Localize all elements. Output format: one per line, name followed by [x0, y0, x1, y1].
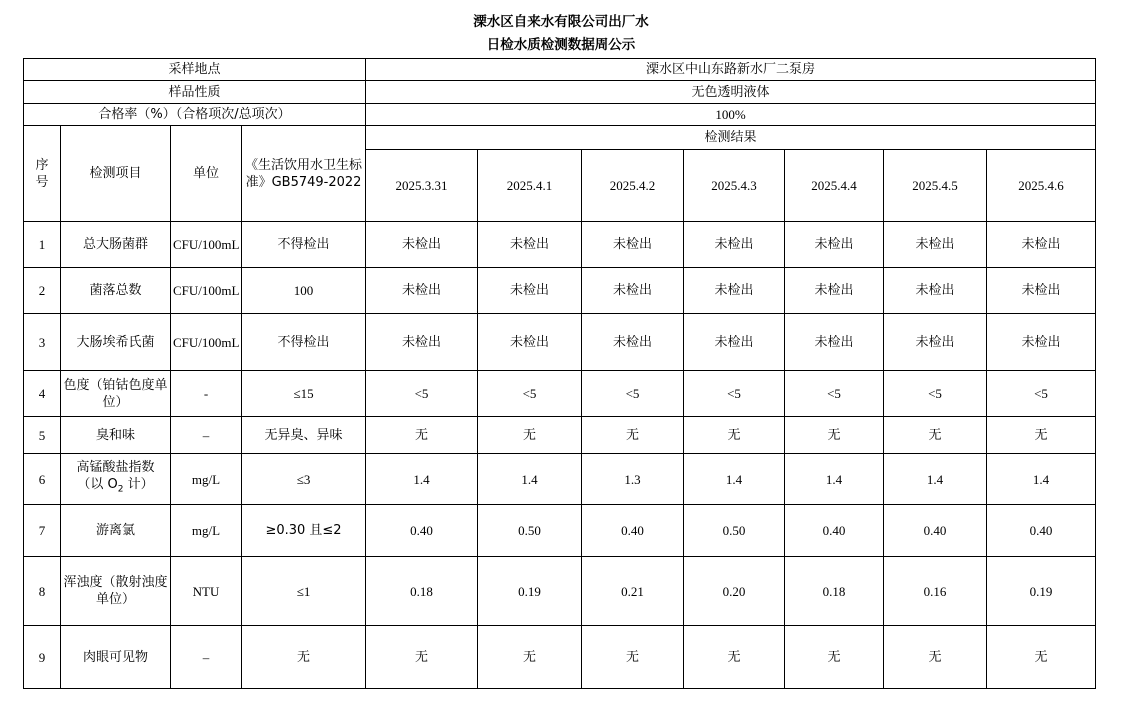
- row-standard: ≤1: [242, 557, 366, 626]
- row-unit: mg/L: [171, 454, 242, 505]
- row-value: 1.4: [684, 454, 785, 505]
- row-value: 未检出: [987, 314, 1096, 371]
- header-results: 检测结果: [366, 126, 1096, 150]
- date-7: 2025.4.6: [987, 150, 1096, 222]
- row-value: 0.40: [582, 505, 684, 557]
- row-standard: 不得检出: [242, 222, 366, 268]
- row-item: 大肠埃希氏菌: [61, 314, 171, 371]
- row-value: 未检出: [884, 314, 987, 371]
- row-value: 无: [884, 626, 987, 689]
- table-row: [24, 417, 1096, 454]
- row-item: 菌落总数: [61, 268, 171, 314]
- row-value: 0.50: [478, 505, 582, 557]
- row-standard: ≤3: [242, 454, 366, 505]
- row-value: 未检出: [366, 268, 478, 314]
- header-seq: 序号: [24, 126, 61, 222]
- row-value: 0.40: [366, 505, 478, 557]
- row-value: <5: [884, 371, 987, 417]
- row-value: 0.40: [987, 505, 1096, 557]
- table-row: [24, 505, 1096, 557]
- row-value: 0.19: [987, 557, 1096, 626]
- info-row-sampling-site: [24, 59, 1096, 81]
- date-3: 2025.4.2: [582, 150, 684, 222]
- header-row-1: [24, 126, 1096, 150]
- row-value: 未检出: [366, 314, 478, 371]
- row-seq: 6: [24, 454, 61, 505]
- row-value: 无: [684, 417, 785, 454]
- sample-nature-value: 无色透明液体: [366, 81, 1096, 104]
- row-value: 0.50: [684, 505, 785, 557]
- row-value: 未检出: [684, 314, 785, 371]
- info-row-pass-rate: [24, 104, 1096, 126]
- row-value: 未检出: [684, 222, 785, 268]
- row-value: <5: [478, 371, 582, 417]
- row-value: <5: [987, 371, 1096, 417]
- row-value: 1.4: [987, 454, 1096, 505]
- date-2: 2025.4.1: [478, 150, 582, 222]
- info-row-sample-nature: [24, 81, 1096, 104]
- row-standard: 无: [242, 626, 366, 689]
- row-seq: 8: [24, 557, 61, 626]
- sample-nature-label: 样品性质: [24, 81, 366, 104]
- row-value: 未检出: [582, 222, 684, 268]
- pass-rate-value: 100%: [366, 104, 1096, 126]
- row-item: 总大肠菌群: [61, 222, 171, 268]
- row-value: 无: [366, 626, 478, 689]
- water-quality-table: [23, 58, 1096, 689]
- row-seq: 3: [24, 314, 61, 371]
- row-seq: 4: [24, 371, 61, 417]
- row-value: 未检出: [478, 314, 582, 371]
- row-unit: CFU/100mL: [171, 222, 242, 268]
- sampling-site-label: 采样地点: [24, 59, 366, 81]
- row-value: 1.4: [478, 454, 582, 505]
- row-value: <5: [582, 371, 684, 417]
- row-value: <5: [684, 371, 785, 417]
- pass-rate-label: 合格率（%）（合格项次/总项次）: [24, 104, 366, 126]
- row-unit: CFU/100mL: [171, 268, 242, 314]
- row-seq: 1: [24, 222, 61, 268]
- row-value: 未检出: [785, 314, 884, 371]
- row-value: 1.4: [884, 454, 987, 505]
- row-seq: 2: [24, 268, 61, 314]
- row-unit: CFU/100mL: [171, 314, 242, 371]
- row-unit: –: [171, 626, 242, 689]
- header-item: 检测项目: [61, 126, 171, 222]
- sampling-site-value: 溧水区中山东路新水厂二泵房: [366, 59, 1096, 81]
- row-seq: 7: [24, 505, 61, 557]
- row-standard: 100: [242, 268, 366, 314]
- table-row: [24, 626, 1096, 689]
- row-unit: –: [171, 417, 242, 454]
- row-value: 0.16: [884, 557, 987, 626]
- row-value: 未检出: [582, 268, 684, 314]
- row-unit: mg/L: [171, 505, 242, 557]
- row-value: <5: [366, 371, 478, 417]
- row-value: 未检出: [987, 222, 1096, 268]
- row-unit: NTU: [171, 557, 242, 626]
- row-item: 游离氯: [61, 505, 171, 557]
- title-line-1: 溧水区自来水有限公司出厂水: [473, 14, 649, 30]
- date-1: 2025.3.31: [366, 150, 478, 222]
- row-seq: 5: [24, 417, 61, 454]
- row-value: 无: [478, 417, 582, 454]
- row-value: 无: [582, 417, 684, 454]
- date-6: 2025.4.5: [884, 150, 987, 222]
- row-item: [61, 454, 171, 505]
- row-value: 未检出: [785, 222, 884, 268]
- row-value: 1.3: [582, 454, 684, 505]
- header-standard: 《生活饮用水卫生标准》GB5749-2022: [242, 126, 366, 222]
- table-row: [24, 268, 1096, 314]
- table-row: [24, 557, 1096, 626]
- row-standard: ≤15: [242, 371, 366, 417]
- row-unit: -: [171, 371, 242, 417]
- row-item: 浑浊度（散射浊度单位）: [61, 557, 171, 626]
- row-standard: 无异臭、异味: [242, 417, 366, 454]
- row-value: 未检出: [884, 268, 987, 314]
- row-value: 1.4: [785, 454, 884, 505]
- date-5: 2025.4.4: [785, 150, 884, 222]
- row-value: 0.40: [884, 505, 987, 557]
- row-value: 无: [785, 626, 884, 689]
- row-item: 色度（铂钴色度单位）: [61, 371, 171, 417]
- row-value: 未检出: [366, 222, 478, 268]
- row-value: 无: [582, 626, 684, 689]
- row-value: 未检出: [987, 268, 1096, 314]
- row-value: 0.21: [582, 557, 684, 626]
- row-value: <5: [785, 371, 884, 417]
- row-value: 无: [987, 417, 1096, 454]
- table-row: [24, 222, 1096, 268]
- row-value: 0.18: [785, 557, 884, 626]
- row-value: 未检出: [478, 268, 582, 314]
- row-value: 无: [478, 626, 582, 689]
- row-value: 0.19: [478, 557, 582, 626]
- header-unit: 单位: [171, 126, 242, 222]
- row-item: 臭和味: [61, 417, 171, 454]
- title-line-2: 日检水质检测数据周公示: [486, 37, 636, 53]
- row-value: 未检出: [884, 222, 987, 268]
- row-value: 0.18: [366, 557, 478, 626]
- row-standard: ≥0.30 且≤2: [242, 505, 366, 557]
- row-standard: 不得检出: [242, 314, 366, 371]
- row-value: 未检出: [785, 268, 884, 314]
- row-seq: 9: [24, 626, 61, 689]
- row-value: 0.20: [684, 557, 785, 626]
- table-row: [24, 371, 1096, 417]
- row-value: 无: [684, 626, 785, 689]
- row-value: 未检出: [478, 222, 582, 268]
- row-value: 未检出: [684, 268, 785, 314]
- row-value: 无: [366, 417, 478, 454]
- row-value: 1.4: [366, 454, 478, 505]
- row-item-line1: 高锰酸盐指数: [76, 460, 155, 476]
- row-item-line2: （以 $O_2$ 计）: [77, 477, 154, 495]
- table-row: [24, 314, 1096, 371]
- row-value: 未检出: [582, 314, 684, 371]
- table-row: [24, 454, 1096, 505]
- row-value: 无: [785, 417, 884, 454]
- row-value: 0.40: [785, 505, 884, 557]
- row-value: 无: [884, 417, 987, 454]
- row-item: 肉眼可见物: [61, 626, 171, 689]
- row-value: 无: [987, 626, 1096, 689]
- date-4: 2025.4.3: [684, 150, 785, 222]
